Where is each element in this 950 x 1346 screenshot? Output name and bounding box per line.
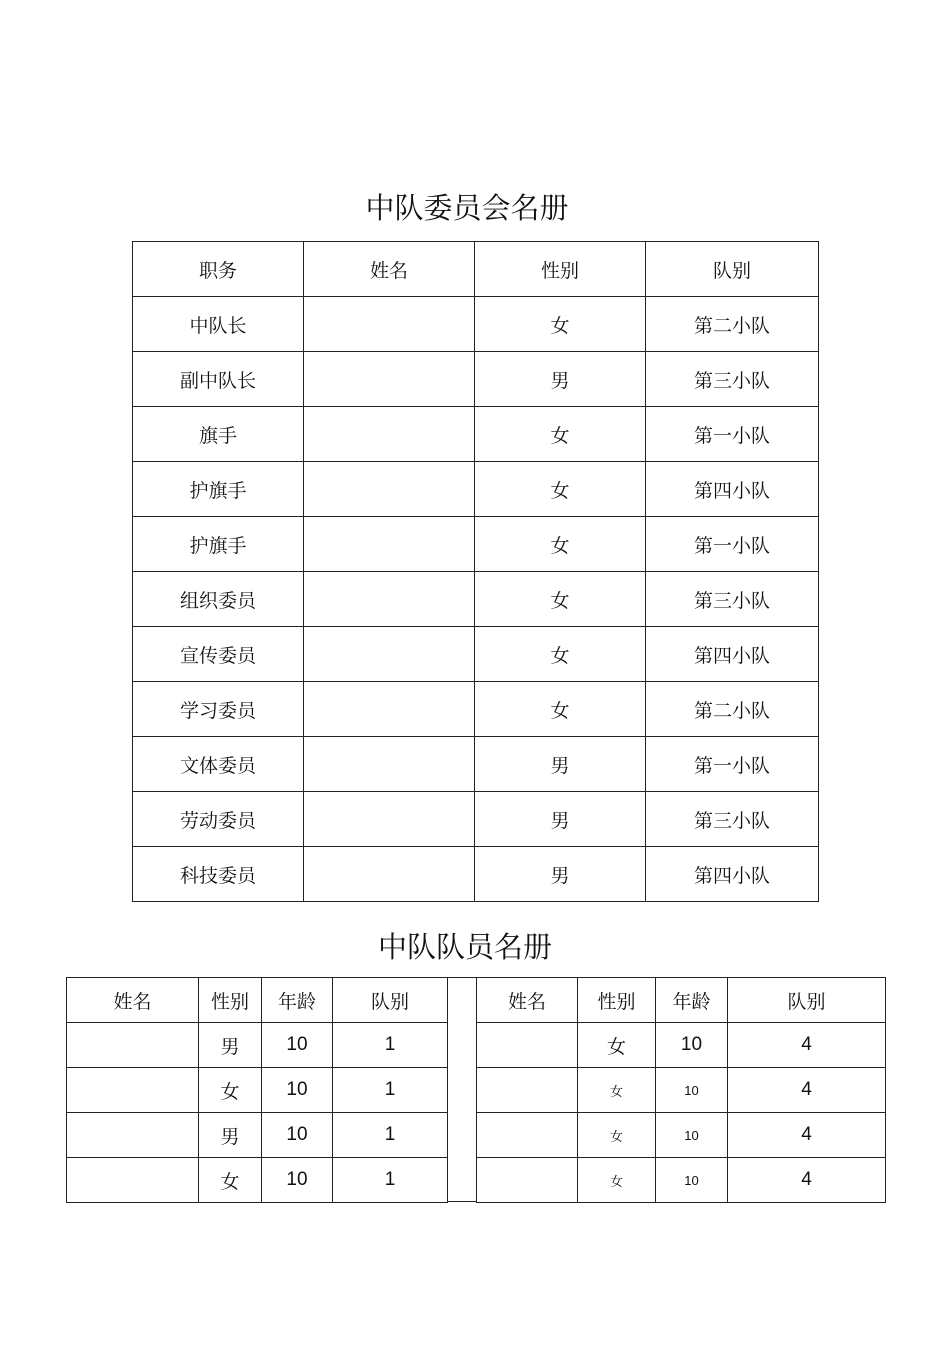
gender-cell: 女 xyxy=(578,1113,656,1158)
squad-cell: 第四小队 xyxy=(646,462,819,517)
squad-cell: 第一小队 xyxy=(646,517,819,572)
committee-header-row xyxy=(133,242,819,297)
gender-cell: 女 xyxy=(475,297,646,352)
gender-cell: 女 xyxy=(475,462,646,517)
header-squad: 队别 xyxy=(333,978,448,1023)
members-table-left xyxy=(66,977,448,1203)
age-cell: 10 xyxy=(262,1068,333,1113)
role-cell: 组织委员 xyxy=(133,572,304,627)
header-squad: 队别 xyxy=(646,242,819,297)
gender-cell: 男 xyxy=(199,1113,262,1158)
age-cell: 10 xyxy=(262,1158,333,1203)
name-cell xyxy=(304,352,475,407)
gender-cell: 女 xyxy=(578,1068,656,1113)
header-age: 年龄 xyxy=(656,978,728,1023)
gender-cell: 女 xyxy=(475,407,646,462)
member-row xyxy=(477,1158,886,1203)
squad-cell: 第三小队 xyxy=(646,792,819,847)
member-row xyxy=(477,1068,886,1113)
name-cell xyxy=(67,1023,199,1068)
header-gender: 性别 xyxy=(475,242,646,297)
gender-cell: 男 xyxy=(475,792,646,847)
squad-cell: 4 xyxy=(728,1068,886,1113)
committee-title: 中队委员会名册 xyxy=(365,191,569,225)
age-cell: 10 xyxy=(656,1068,728,1113)
member-row xyxy=(67,1113,448,1158)
squad-cell: 1 xyxy=(333,1023,448,1068)
committee-row xyxy=(133,847,819,902)
gender-cell: 男 xyxy=(199,1023,262,1068)
name-cell xyxy=(304,572,475,627)
member-row xyxy=(477,1023,886,1068)
gender-cell: 男 xyxy=(475,352,646,407)
gender-cell: 男 xyxy=(475,847,646,902)
committee-row xyxy=(133,462,819,517)
name-cell xyxy=(477,1023,578,1068)
gender-cell: 女 xyxy=(475,682,646,737)
name-cell xyxy=(304,462,475,517)
name-cell xyxy=(67,1113,199,1158)
committee-row xyxy=(133,627,819,682)
header-gender: 性别 xyxy=(199,978,262,1023)
name-cell xyxy=(67,1158,199,1203)
gender-cell: 女 xyxy=(475,517,646,572)
gender-cell: 男 xyxy=(475,737,646,792)
age-cell: 10 xyxy=(262,1023,333,1068)
members-table-right xyxy=(476,977,886,1203)
squad-cell: 4 xyxy=(728,1023,886,1068)
header-squad: 队别 xyxy=(728,978,886,1023)
age-cell: 10 xyxy=(262,1113,333,1158)
name-cell xyxy=(304,792,475,847)
name-cell xyxy=(304,407,475,462)
squad-cell: 第四小队 xyxy=(646,627,819,682)
squad-cell: 第三小队 xyxy=(646,572,819,627)
squad-cell: 第一小队 xyxy=(646,407,819,462)
name-cell xyxy=(304,682,475,737)
gender-cell: 女 xyxy=(578,1158,656,1203)
age-cell: 10 xyxy=(656,1158,728,1203)
name-cell xyxy=(304,517,475,572)
role-cell: 护旗手 xyxy=(133,462,304,517)
member-row xyxy=(67,1158,448,1203)
role-cell: 护旗手 xyxy=(133,517,304,572)
role-cell: 文体委员 xyxy=(133,737,304,792)
member-row xyxy=(67,1023,448,1068)
committee-table xyxy=(132,241,819,902)
gender-cell: 女 xyxy=(475,627,646,682)
squad-cell: 第二小队 xyxy=(646,682,819,737)
name-cell xyxy=(477,1158,578,1203)
header-name: 姓名 xyxy=(477,978,578,1023)
squad-cell: 4 xyxy=(728,1113,886,1158)
name-cell xyxy=(477,1068,578,1113)
role-cell: 劳动委员 xyxy=(133,792,304,847)
committee-row xyxy=(133,407,819,462)
committee-row xyxy=(133,352,819,407)
age-cell: 10 xyxy=(656,1113,728,1158)
squad-cell: 第三小队 xyxy=(646,352,819,407)
members-left-header-row xyxy=(67,978,448,1023)
gender-cell: 女 xyxy=(199,1158,262,1203)
member-row xyxy=(67,1068,448,1113)
members-right-header-row xyxy=(477,978,886,1023)
role-cell: 学习委员 xyxy=(133,682,304,737)
member-row xyxy=(477,1113,886,1158)
members-title: 中队队员名册 xyxy=(377,930,552,964)
committee-row xyxy=(133,297,819,352)
name-cell xyxy=(304,847,475,902)
squad-cell: 1 xyxy=(333,1113,448,1158)
committee-row xyxy=(133,792,819,847)
header-name: 姓名 xyxy=(67,978,199,1023)
header-age: 年龄 xyxy=(262,978,333,1023)
committee-row xyxy=(133,737,819,792)
name-cell xyxy=(304,627,475,682)
role-cell: 中队长 xyxy=(133,297,304,352)
header-gender: 性别 xyxy=(578,978,656,1023)
name-cell xyxy=(477,1113,578,1158)
name-cell xyxy=(67,1068,199,1113)
gender-cell: 女 xyxy=(475,572,646,627)
committee-row xyxy=(133,517,819,572)
name-cell xyxy=(304,297,475,352)
committee-row xyxy=(133,572,819,627)
role-cell: 宣传委员 xyxy=(133,627,304,682)
squad-cell: 第二小队 xyxy=(646,297,819,352)
name-cell xyxy=(304,737,475,792)
squad-cell: 第四小队 xyxy=(646,847,819,902)
gender-cell: 女 xyxy=(199,1068,262,1113)
header-role: 职务 xyxy=(133,242,304,297)
gender-cell: 女 xyxy=(578,1023,656,1068)
role-cell: 副中队长 xyxy=(133,352,304,407)
role-cell: 科技委员 xyxy=(133,847,304,902)
committee-row xyxy=(133,682,819,737)
role-cell: 旗手 xyxy=(133,407,304,462)
squad-cell: 4 xyxy=(728,1158,886,1203)
squad-cell: 1 xyxy=(333,1068,448,1113)
squad-cell: 第一小队 xyxy=(646,737,819,792)
table-gap xyxy=(447,977,476,1202)
age-cell: 10 xyxy=(656,1023,728,1068)
squad-cell: 1 xyxy=(333,1158,448,1203)
header-name: 姓名 xyxy=(304,242,475,297)
